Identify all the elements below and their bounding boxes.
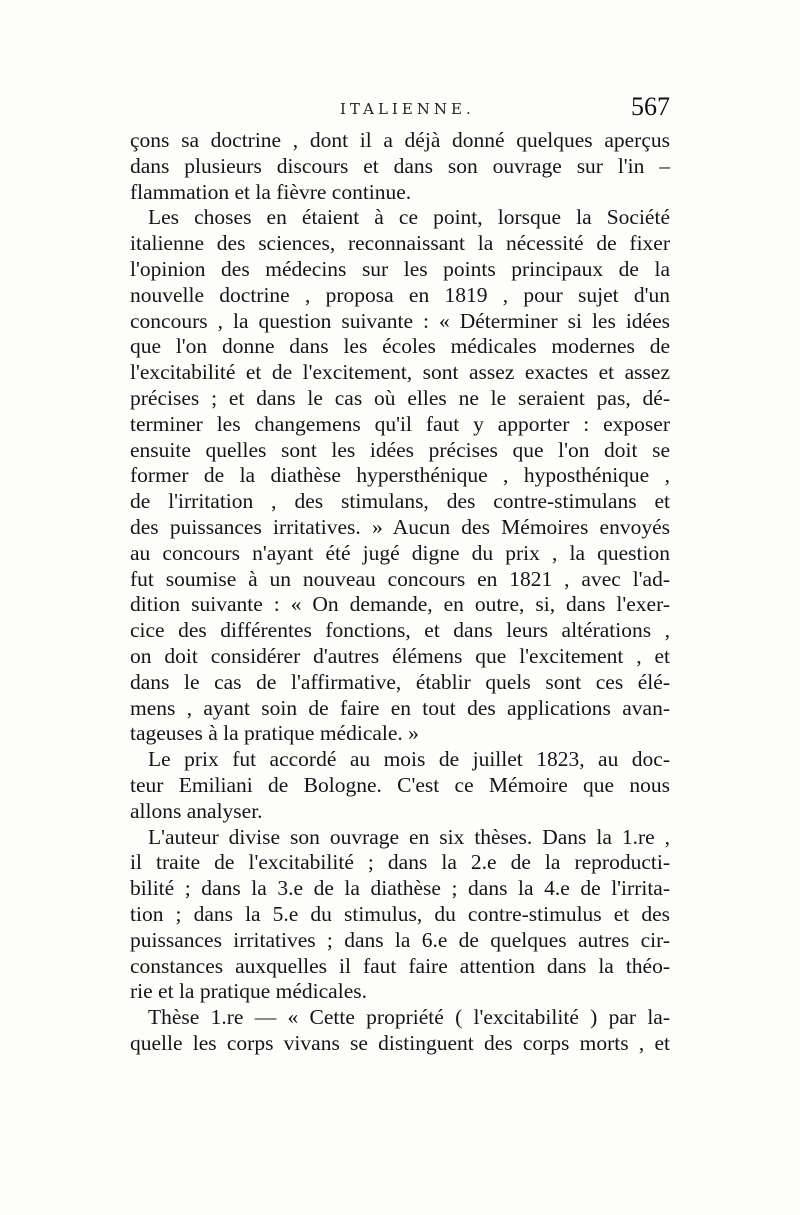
text-line: Thèse 1.re — « Cette propriété ( l'excitabilité ) par la-: [148, 1005, 670, 1030]
text-line: former de la diathèse hypersthénique , hyposthénique ,: [130, 463, 670, 488]
text-line: teur Emiliani de Bologne. C'est ce Mémoire que nous: [130, 772, 670, 797]
text-line: que l'on donne dans les écoles médicales modernes de: [130, 334, 670, 359]
text-line: rie et la pratique médicales.: [130, 979, 367, 1004]
text-line: Le prix fut accordé au mois de juillet 1823, au doc-: [148, 747, 670, 772]
text-line: de l'irritation , des stimulans, des contre-stimulans et: [130, 489, 670, 514]
text-line: constances auxquelles il faut faire attention dans la théo-: [130, 953, 670, 978]
text-line: quelle les corps vivans se distinguent des corps morts , et: [130, 1030, 670, 1055]
running-head: ITALIENNE.: [340, 100, 475, 118]
text-line: l'excitabilité et de l'excitement, sont assez exactes et assez: [130, 360, 670, 385]
text-line: L'auteur divise son ouvrage en six thèses. Dans la 1.re ,: [148, 824, 670, 849]
text-line: tageuses à la pratique médicale. »: [130, 721, 419, 746]
text-line: l'opinion des médecins sur les points principaux de la: [130, 256, 670, 281]
text-line: Les choses en étaient à ce point, lorsque la Société: [148, 205, 670, 230]
text-line: dans plusieurs discours et dans son ouvrage sur l'in –: [130, 153, 670, 178]
text-line: ensuite quelles sont les idées précises que l'on doit se: [130, 437, 670, 462]
text-line: au concours n'ayant été jugé digne du prix , la question: [130, 540, 670, 565]
text-line: concours , la question suivante : « Déterminer si les idées: [130, 308, 670, 333]
text-line: précises ; et dans le cas où elles ne le seraient pas, dé-: [130, 385, 670, 410]
text-line: on doit considérer d'autres élémens que l'excitement , et: [130, 643, 670, 668]
text-line: il traite de l'excitabilité ; dans la 2.e de la reproducti-: [130, 850, 670, 875]
text-line: puissances irritatives ; dans la 6.e de quelques autres cir-: [130, 927, 670, 952]
text-line: dans le cas de l'affirmative, établir quels sont ces élé-: [130, 669, 670, 694]
text-line: tion ; dans la 5.e du stimulus, du contre-stimulus et des: [130, 901, 670, 926]
text-line: bilité ; dans la 3.e de la diathèse ; dans la 4.e de l'irrita-: [130, 876, 670, 901]
text-line: italienne des sciences, reconnaissant la nécessité de fixer: [130, 231, 670, 256]
page-header: [130, 92, 670, 130]
text-line: mens , ayant soin de faire en tout des applications avan-: [130, 695, 670, 720]
text-line: dition suivante : « On demande, en outre, si, dans l'exer-: [130, 592, 670, 617]
text-line: nouvelle doctrine , proposa en 1819 , pour sujet d'un: [130, 282, 670, 307]
text-line: des puissances irritatives. » Aucun des Mémoires envoyés: [130, 514, 670, 539]
text-line: allons analyser.: [130, 798, 263, 823]
text-line: fut soumise à un nouveau concours en 1821 , avec l'ad-: [130, 566, 670, 591]
text-line: flammation et la fièvre continue.: [130, 179, 412, 204]
text-line: çons sa doctrine , dont il a déjà donné quelques aperçus: [130, 128, 670, 152]
text-line: terminer les changemens qu'il faut y apporter : exposer: [130, 411, 670, 436]
body-text: [130, 128, 670, 1057]
page-number: 567: [631, 92, 670, 121]
text-line: cice des différentes fonctions, et dans leurs altérations ,: [130, 618, 670, 643]
